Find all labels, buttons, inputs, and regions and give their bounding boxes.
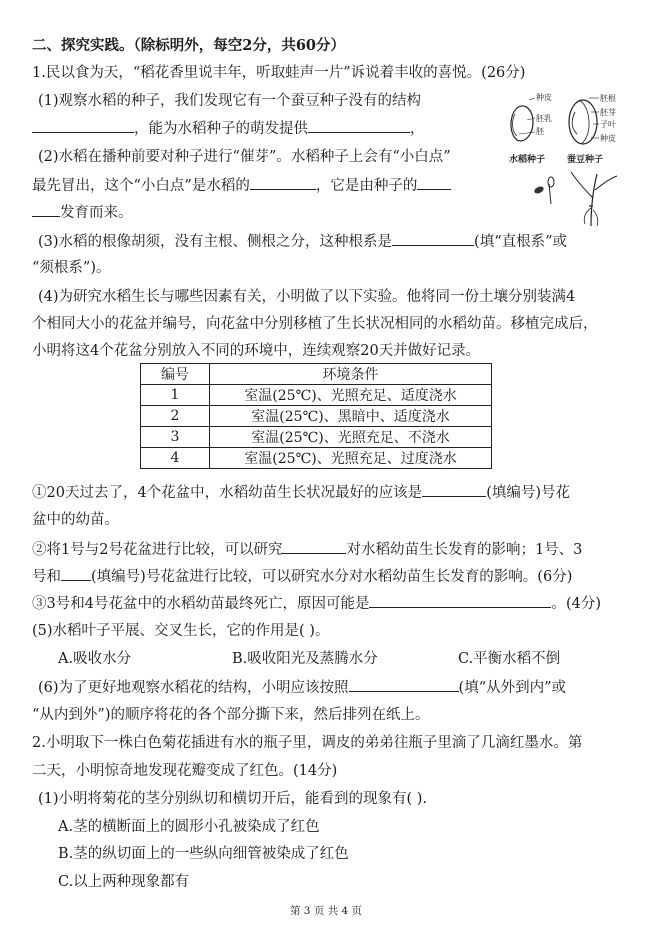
answer-blank-seed-part[interactable] (417, 175, 451, 190)
answer-blank-best-pot[interactable] (422, 482, 486, 497)
bean-caption: 蚕豆种子 (567, 155, 604, 165)
rice-label: 胚乳 (536, 114, 552, 123)
q1-part2-line3: 发育而来。 (32, 202, 133, 223)
rice-seed-illustration (511, 98, 535, 141)
table-cell: 室温(25℃)、光照充足、不浇水 (210, 427, 492, 448)
q1-sub1-line2: 盆中的幼苗。 (32, 512, 119, 528)
q1-sub2-line2: 号和 (填编号)号花盆进行比较，可以研究水分对水稻幼苗生长发育的影响。(6分) (32, 566, 572, 587)
q2-option-a[interactable]: A.茎的横断面上的圆形小孔被染成了红色 (58, 819, 320, 835)
answer-blank-white-dot[interactable] (250, 175, 316, 190)
answer-blank-order[interactable] (349, 677, 459, 692)
q2-option-c[interactable]: C.以上两种现象都有 (58, 874, 190, 890)
q1-part3-line2: “须根系”)。 (32, 260, 111, 276)
bean-label: 胚芽 (600, 108, 616, 117)
q1-part2-line1: (2)水稻在播种前要对种子进行“催芽”。水稻种子上会有“小白点” (38, 149, 451, 165)
q1-part1-line2: ，能为水稻种子的萌发提供 ， (32, 118, 425, 139)
seed-figure (505, 86, 645, 232)
rice-seedling-illustration (571, 172, 617, 226)
answer-blank-factor[interactable] (282, 539, 346, 554)
blank-dash (308, 122, 332, 133)
q2-stem-line1: 2.小明取下一株白色菊花插进有水的瓶子里，调皮的弟弟往瓶子里滴了几滴红墨水。第 (32, 735, 583, 751)
page-footer: 第 3 页 共 4 页 (289, 905, 363, 917)
table-row (141, 448, 492, 469)
q1-part4-line2: 个相同大小的花盆并编号，向花盆中分别移植了生长状况相同的水稻幼苗。移植完成后， (32, 316, 598, 332)
q1-part5-option-b[interactable]: B.吸收阳光及蒸腾水分 (232, 651, 378, 667)
q1-part6-line1: (6)为了更好地观察水稻花的结构，小明应该按照 (填“从外到内”或 (38, 677, 566, 698)
environment-table (140, 363, 492, 469)
q1-stem: 1.民以食为天，“稻花香里说丰年，听取蛙声一片”诉说着丰收的喜悦。(26分) (32, 65, 526, 81)
table-row (141, 385, 492, 406)
q1-part1-line1: (1)观察水稻的种子，我们发现它有一个蚕豆种子没有的结构 (38, 93, 422, 109)
q1-sub3: ③3号和4号花盆中的水稻幼苗最终死亡，原因可能是 。(4分) (32, 593, 601, 614)
table-cell: 室温(25℃)、光照充足、过度浇水 (210, 448, 492, 469)
answer-blank-reason[interactable] (369, 593, 551, 608)
blank-dash (32, 122, 56, 133)
table-cell: 4 (141, 448, 210, 469)
table-cell: 1 (141, 385, 210, 406)
q1-part6-line2: “从内到外”)的顺序将花的各个部分撕下来，然后排列在纸上。 (32, 707, 430, 723)
table-row (141, 406, 492, 427)
answer-blank-seed-part-cont (32, 202, 60, 217)
q1-part5-option-a[interactable]: A.吸收水分 (58, 651, 132, 667)
answer-blank-structure[interactable] (56, 118, 134, 133)
rice-caption: 水稻种子 (509, 155, 546, 165)
section-title: 二、探究实践。（除标明外，每空2分，共60分） (32, 37, 346, 54)
q1-part2-line2: 最先冒出，这个“小白点”是水稻的 ，它是由种子的 (32, 175, 451, 196)
rice-label: 胚 (536, 127, 544, 136)
q2-part1: (1)小明将菊花的茎分别纵切和横切开后，能看到的现象有( ). (38, 791, 428, 807)
bean-label: 胚根 (600, 94, 616, 103)
germinating-seed-illustration (533, 177, 554, 204)
table-header: 环境条件 (210, 364, 492, 385)
answer-blank-pot-number[interactable] (61, 566, 91, 581)
bean-label: 子叶 (600, 120, 616, 129)
q2-option-b[interactable]: B.茎的纵切面上的一些纵向细管被染成了红色 (58, 846, 349, 862)
broad-bean-seed-illustration (569, 98, 599, 144)
q1-part4-line1: (4)为研究水稻生长与哪些因素有关，小明做了以下实验。他将同一份土壤分别装满4 (38, 289, 576, 305)
table-cell: 3 (141, 427, 210, 448)
q1-part3-line1: (3)水稻的根像胡须，没有主根、侧根之分，这种根系是 (填“直根系”或 (38, 231, 567, 252)
bean-label: 种皮 (600, 134, 616, 143)
table-cell: 2 (141, 406, 210, 427)
table-header: 编号 (141, 364, 210, 385)
q1-part5: (5)水稻叶子平展、交叉生长，它的作用是( )。 (32, 623, 330, 639)
q1-sub2-line1: ②将1号与2号花盆进行比较，可以研究 对水稻幼苗生长发育的影响；1号、3 (32, 539, 582, 560)
q1-part5-option-c[interactable]: C.平衡水稻不倒 (458, 651, 561, 667)
q1-part4-line3: 小明将这4个花盆分别放入不同的环境中，连续观察20天并做好记录。 (32, 343, 481, 359)
q1-sub1-line1: ①20天过去了，4个花盆中，水稻幼苗生长状况最好的应该是 (填编号)号花 (32, 482, 570, 503)
q2-stem-line2: 二天，小明惊奇地发现花瓣变成了红色。(14分) (32, 763, 338, 779)
table-header-row (141, 364, 492, 385)
table-row (141, 427, 492, 448)
table-cell: 室温(25℃)、黑暗中、适度浇水 (210, 406, 492, 427)
rice-label: 种皮 (536, 93, 552, 102)
table-cell: 室温(25℃)、光照充足、适度浇水 (210, 385, 492, 406)
answer-blank-root-system[interactable] (392, 231, 474, 246)
answer-blank-nutrient[interactable] (332, 118, 410, 133)
